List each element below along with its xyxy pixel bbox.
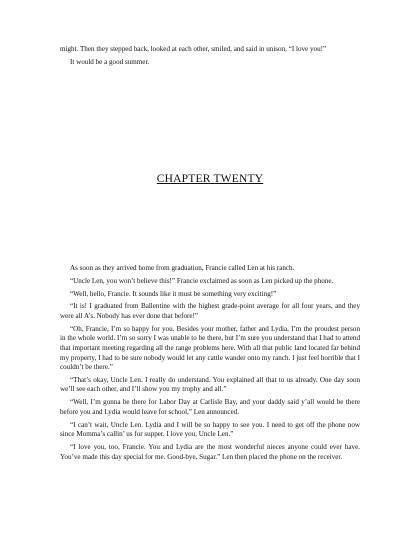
paragraph: “Well, hello, Francie. It sounds like it must be something very exciting!” — [70, 289, 277, 298]
paragraph: “Uncle Len, you won’t believe this!” Francie exclaimed as soon as Len picked up the phone. — [70, 276, 334, 285]
chapter-body-text — [60, 264, 360, 465]
paragraph: “I can’t wait, Uncle Len. Lydia and I will be so happy to see you. I need to get off the phone now since Momma’s callin’ us for supper. I love you, Uncle Len.” — [60, 420, 360, 439]
paragraph: It would be a good summer. — [70, 57, 150, 66]
paragraph: might. Then they stepped back, looked at each other, smiled, and said in unison, “I love you!” — [60, 45, 327, 53]
paragraph: As soon as they arrived home from graduation, Francie called Len at his ranch. — [70, 264, 295, 272]
paragraph: “That’s okay, Uncle Len. I really do understand. You explained all that to us already. One day soon we’ll see each other, and I’ll show you my trophy and all.” — [60, 375, 360, 394]
paragraph: “Oh, Francie, I’m so happy for you. Besides your mother, father and Lydia, I’m the proudest person in the whole world. I’m so sorry I was unable to be there, but I’m sure you understand that I had to attend that important meeting regarding all the range problems here. With all that public land located far behind my property, I had to be sure nobody would let any cattle wander onto my ranch. I just feel horrible that I couldn’t be there.” — [60, 324, 360, 372]
paragraph: “It is! I graduated from Ballentine with the highest grade-point average for all four years, and they were all A’s. Nobody has ever done that before!” — [60, 302, 360, 320]
chapter-end-text — [60, 45, 360, 71]
paragraph: “I love you, too, Francie. You and Lydia are the most wonderful nieces anyone could ever have. You’ve made this day special for me. Good-bye, Sugar.” Len then placed the phone on the receiver. — [60, 443, 360, 461]
chapter-heading: CHAPTER TWENTY — [156, 173, 264, 185]
paragraph: “Well, I’m gonna be there for Labor Day at Carlisle Bay, and your daddy said y’all would be there before you and Lydia would leave for school,” Len announced. — [60, 398, 360, 416]
